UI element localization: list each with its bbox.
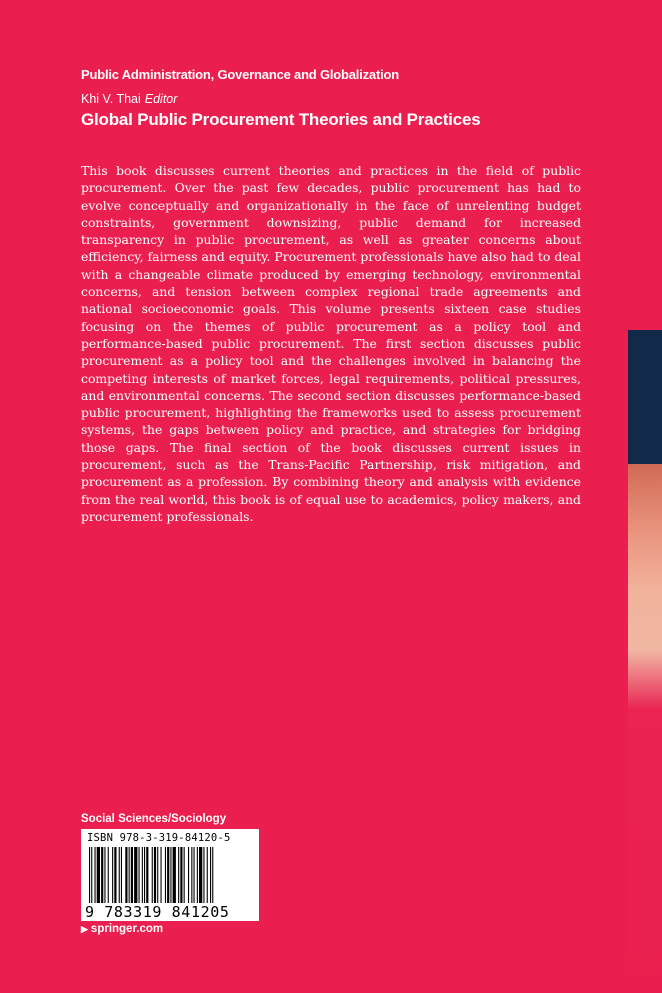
publisher-website[interactable] bbox=[81, 923, 163, 935]
series-title: Public Administration, Governance and Globalization bbox=[81, 67, 399, 82]
editor-line bbox=[81, 92, 177, 106]
editor-role: Editor bbox=[144, 92, 178, 106]
editor-name: Khi V. Thai bbox=[81, 92, 141, 106]
isbn-number: ISBN 978-3-319-84120-5 bbox=[87, 832, 231, 844]
subject-category: Social Sciences/Sociology bbox=[81, 813, 227, 825]
book-title: Global Public Procurement Theories and Practices bbox=[81, 110, 481, 129]
barcode-digits: 9 783319 841205 bbox=[85, 903, 230, 921]
cover-image-strip bbox=[628, 330, 662, 993]
website-label: springer.com bbox=[90, 923, 164, 935]
isbn-barcode bbox=[81, 829, 259, 921]
barcode-bars bbox=[89, 847, 251, 903]
book-description: This book discusses current theories and practices in the field of public procurement. Over the past few decades, public procurement has had to evolve conceptually and organizationally in the face of unrelenting budget constraints, government downsizing, public demand for increased transparency in public procurement, as well as greater concerns about efficiency, fairness and equity. Procurement professionals have also had to deal with a changeable climate produced by emerging technology, environmental concerns, and tension between complex regional trade agreements and national socioeconomic goals. This volume presents sixteen case studies focusing on the themes of public procurement as a policy tool and performance-based public procurement. The first section discusses public procurement as a policy tool and the challenges involved in balancing the competing interests of market forces, legal requirements, political pressures, and environmental concerns. The second section discusses performance-based public procurement, highlighting the frameworks used to assess procurement systems, the gaps between policy and practice, and strategies for bridging those gaps. The final section of the book discusses current issues in procurement, such as the Trans-Pacific Partnership, risk mitigation, and procurement as a profession. By combining theory and analysis with evidence from the real world, this book is of equal use to academics, policy makers, and procurement professionals. bbox=[81, 163, 581, 524]
arrow-right-icon: ▶ bbox=[81, 924, 88, 934]
